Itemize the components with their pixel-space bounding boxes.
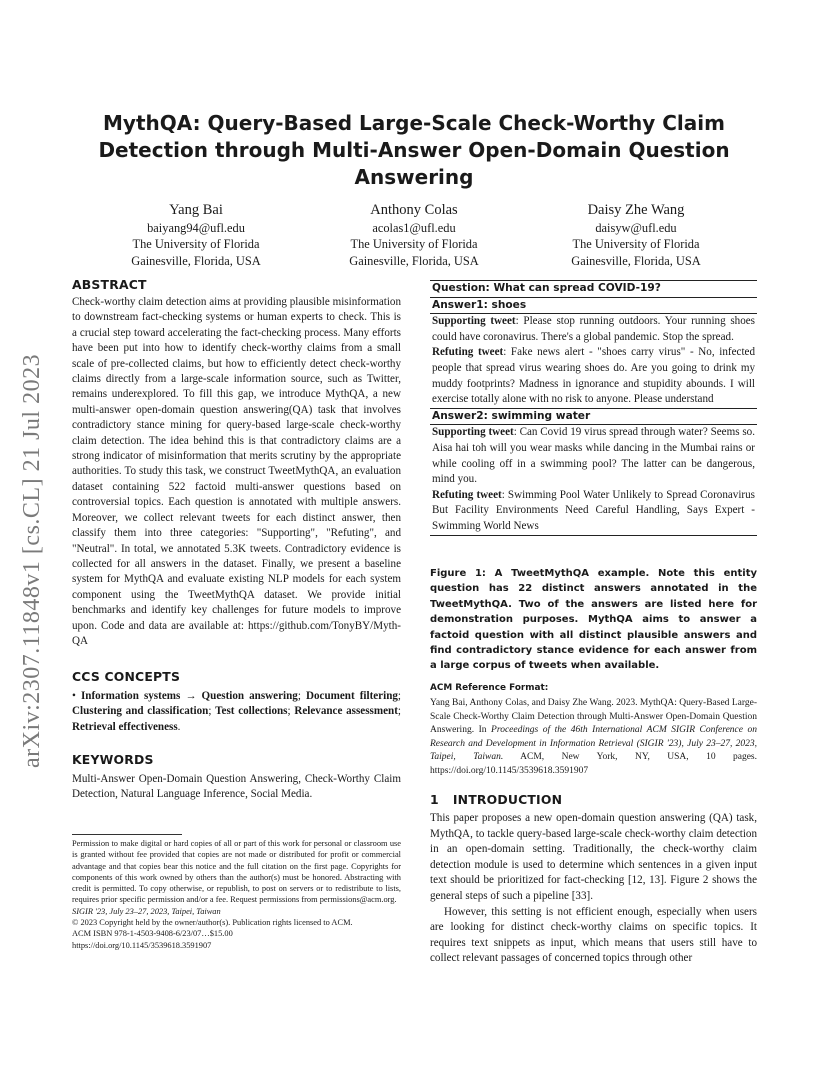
author-email: acolas1@ufl.edu [372,221,456,235]
author-1 [86,201,306,269]
abstract-heading: ABSTRACT [72,277,147,292]
section-number: 1 [430,792,439,807]
ccs-concepts [72,689,401,735]
copyright-footnote [72,838,401,951]
figure-answer-1-tweets [430,314,757,409]
ccs-separator: ; [397,705,401,718]
ccs-concept: Clustering and classification [72,705,209,718]
ccs-bullet: • [72,690,76,702]
copyright-line: © 2023 Copyright held by the owner/author(s). Publication rights licensed to ACM. [72,918,353,928]
supporting-label: Supporting tweet [432,315,516,328]
figure-question: Question: What can spread COVID-19? [430,281,757,298]
ccs-concept: Document filtering [305,690,398,702]
permission-notice: Permission to make digital or hard copies of all or part of this work for personal or classroom use is granted without fee provided that copies are not made or distributed for profit or commercial advantage and that copies bear this notice and the full citation on the first page. Copyrights for components of this work owned by others than the author(s) must be honored. Abstracting with credit is permitted. To copy otherwise, or republish, to post on servers or to redistribute to lists, requires prior specific permission and/or a fee. Request permissions from permissions@acm.org. [72,839,401,905]
acm-reference-heading: ACM Reference Format: [430,683,549,693]
figure-1-table [430,280,757,536]
ccs-separator: ; [297,690,306,702]
author-name: Anthony Colas [370,202,458,218]
ccs-separator: ; [287,705,295,718]
introduction-body [430,811,757,967]
introduction-paragraph-2: However, this setting is not efficient enough, especially when users are looking for distinct check-worthy claims on specific topics. It requires text snippets as input, which means that users still have to collect relevant passages of concerned topics through other [430,905,757,965]
supporting-label: Supporting tweet [432,426,514,439]
author-block [86,201,742,271]
figure-answer-2: Answer2: swimming water [430,409,757,426]
isbn-line: ACM ISBN 978-1-4503-9408-6/23/07…$15.00 [72,929,233,939]
ccs-concept: Relevance assessment [294,705,398,718]
author-location: Gainesville, Florida, USA [349,253,479,268]
arxiv-identifier: arXiv:2307.11848v1 [cs.CL] 21 Jul 2023 [19,353,45,768]
refuting-tweet [432,488,755,535]
author-location: Gainesville, Florida, USA [131,253,261,268]
supporting-tweet [432,425,755,487]
refuting-label: Refuting tweet [432,488,502,501]
abstract-text: Check-worthy claim detection aims at providing plausible misinformation to downstream fact-checking systems or human experts to check. This is a crucial step toward accelerating the fact-checking process. Many efforts have been put into how to identify check-worthy claims from a small scale of pre-collected claims, but how to efficiently detect check-worthy claims directly from a large-scale information source, such as Twitter, remains underexplored. To fill this gap, we introduce MythQA, a new multi-answer open-domain question answering(QA) task that involves contradictory stance mining for query-based large-scale check-worthy claim detection. The idea behind this is that contradictory claims are a strong indicator of misinformation that merits scrutiny by the appropriate authorities. To study this task, we construct TweetMythQA, an evaluation dataset containing 522 factoid multi-answer questions based on controversial topics. Each question is annotated with multiple answers. Moreover, we collect relevant tweets for each distinct answer, then classify them into three categories: "Supporting", "Refuting", and "Neutral". In total, we annotated 5.3K tweets. Contradictory evidence is collected for all answers in the dataset. Finally, we present a baseline system for MythQA and evaluate existing NLP models for each system component using the TweetMythQA dataset. We provide initial benchmarks and identify key challenges for future models to improve upon. Code and data are available at: https://github.com/TonyBY/Myth-QA [72,296,401,647]
supporting-text: : Please stop running outdoors. Your running shoes could have coronavirus. There's a global pandemic. Stop the spread. [432,315,755,343]
ccs-lead: Information systems [80,690,181,702]
author-location: Gainesville, Florida, USA [571,253,701,268]
figure-1-caption: Figure 1: A TweetMythQA example. Note this entity question has 22 distinct answers annotated in the TweetMythQA. Two of the answers are listed here for demonstration purposes. MythQA aims to answer a factoid question with all distinct plausible answers and find contradictory stance evidence for each answer from a large corpus of tweets when available. [430,568,757,672]
ccs-concept: Retrieval effectiveness [72,720,178,733]
author-name: Yang Bai [169,202,223,218]
keywords-text: Multi-Answer Open-Domain Question Answering, Check-Worthy Claim Detection, Natural Language Inference, Social Media. [72,773,401,801]
author-affiliation: The University of Florida [132,237,260,252]
ccs-separator: ; [397,690,402,702]
author-email: daisyw@ufl.edu [595,221,677,235]
acm-reference-pre: Yang Bai, Anthony Colas, and Daisy Zhe Wang. 2023. MythQA: Query-Based Large-Scale Check-Worthy Claim Detection through Multi-Answer Open-Domain Question Answering. In [430,698,757,736]
ccs-concept: Question answering [201,690,298,702]
figure-answer-2-tweets [430,425,757,534]
acm-reference-post: ACM, New York, NY, USA, 10 pages. https://doi.org/10.1145/3539618.3591907 [430,752,757,776]
footnote-divider [72,834,182,835]
ccs-separator: . [177,720,181,733]
refuting-text: : Swimming Pool Water Unlikely to Spread Coronavirus But Facility Environments Need Careful Handling, Says Expert - Swimming World News [432,488,755,532]
doi-line: https://doi.org/10.1145/3539618.3591907 [72,940,212,950]
acm-reference-text [430,697,757,779]
introduction-heading [430,792,562,808]
keywords-heading: KEYWORDS [72,752,154,767]
author-email: baiyang94@ufl.edu [147,221,245,235]
introduction-paragraph-1: This paper proposes a new open-domain question answering (QA) task, MythQA, to tackle query-based large-scale check-worthy claim detection in an open-domain setting. Traditionally, the check-worthy claim detection module is used to determine which sentences in a given input text should be prioritized for fact-checking [12, 13]. Figure 2 shows the general steps of such a pipeline [33]. [430,812,757,902]
author-affiliation: The University of Florida [350,237,478,252]
venue-line: SIGIR '23, July 23–27, 2023, Taipei, Taiwan [72,906,221,916]
ccs-arrow: → [185,690,197,702]
supporting-tweet [432,314,755,345]
refuting-label: Refuting tweet [432,346,504,359]
acm-reference-venue: Proceedings of the 46th International ACM SIGIR Conference on Research and Development in Information Retrieval (SIGIR '23), July 23–27, 2023, Taipei, Taiwan. [430,725,757,763]
section-title: INTRODUCTION [452,792,563,807]
figure-answer-1: Answer1: shoes [430,298,757,315]
paper-title: MythQA: Query-Based Large-Scale Check-Worthy Claim Detection through Multi-Answer Open-Domain Question Answering [98,111,730,189]
refuting-tweet [432,345,755,407]
author-2 [304,201,524,269]
ccs-heading: CCS CONCEPTS [72,669,181,684]
ccs-separator: ; [208,705,216,718]
ccs-concept: Test collections [215,705,288,718]
author-3 [526,201,746,269]
refuting-text: : Fake news alert - "shoes carry virus" - No, infected people that spread virus wearing shoes do. Are you going to drink my muddy footprints? Madness in ignorance and stupidity abounds. I will exercise totally alone with no risk to anyone. Please understand [432,346,755,406]
author-name: Daisy Zhe Wang [587,202,685,218]
supporting-text: : Can Covid 19 virus spread through water? Seems so. Aisa hai toh will you wear masks while dancing in the Mumbai rains or while cooling off in a swimming pool? The latter can be dangerous, mind you. [432,426,755,486]
author-affiliation: The University of Florida [572,237,700,252]
